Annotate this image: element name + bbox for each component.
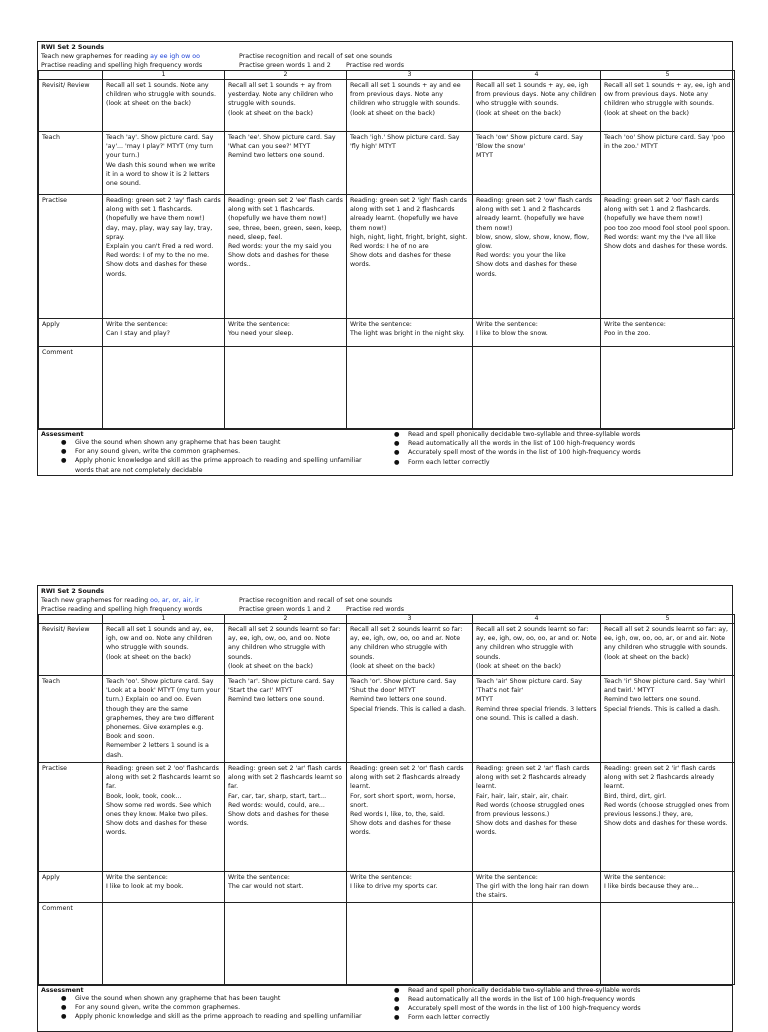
plan-cell: Recall all set 2 sounds learnt so far: ay, ee, igh, ow, oo, and oo. Note any children who struggle with sounds. (look at sheet on the back) bbox=[225, 624, 347, 676]
bullet-icon: ● bbox=[394, 986, 400, 994]
assessment-list-left bbox=[61, 438, 375, 475]
plan-cell bbox=[601, 347, 735, 429]
row-label: Apply bbox=[39, 319, 103, 347]
lesson-plan-2 bbox=[37, 585, 733, 1032]
plan-cell: Write the sentence: The car would not start. bbox=[225, 872, 347, 903]
plan-cell: Reading: green set 2 'oo' flash cards along with set 1 and 2 flashcards. (hopefully we have them now!) poo too zoo mood fool stool pool spoon. Red words: want my the I've all like Show dots and dashes for these words. bbox=[601, 195, 735, 319]
row-label: Apply bbox=[39, 872, 103, 903]
assessment-item: ● Accurately spell most of the words in the list of 100 high-frequency words bbox=[394, 449, 641, 457]
plan-title: RWI Set 2 Sounds bbox=[41, 44, 104, 51]
intro-graphemes: ay ee igh ow oo bbox=[150, 53, 200, 60]
plan-title: RWI Set 2 Sounds bbox=[41, 588, 104, 595]
day-header: 5 bbox=[601, 71, 735, 80]
row-label: Revisit/ Review bbox=[39, 80, 103, 132]
bullet-icon: ● bbox=[394, 449, 400, 457]
plan-row bbox=[39, 902, 735, 984]
objective-recall: Practise recognition and recall of set one sounds bbox=[239, 597, 393, 604]
day-header: 4 bbox=[473, 615, 601, 624]
row-label: Teach bbox=[39, 676, 103, 763]
plan-header bbox=[38, 586, 732, 614]
plan-row bbox=[39, 676, 735, 763]
objective-hfw: Practise reading and spelling high frequency words bbox=[41, 62, 203, 69]
plan-cell: Reading: green set 2 'igh' flash cards along with set 1 and 2 flashcards already learnt. (hopefully we have them now!) high, night, light, fright, bright, sight. Red words: I he of no are Show dots and dashes for these words. bbox=[347, 195, 473, 319]
plan-cell: Teach 'ay'. Show picture card. Say 'ay'... 'may I play?' MTYT (my turn your turn.) We dash this sound when we write it in a word to show it is 2 letters one sound. bbox=[103, 132, 225, 195]
assessment-section bbox=[38, 429, 732, 475]
assessment-item: ● Read automatically all the words in the list of 100 high-frequency words bbox=[394, 995, 635, 1003]
plan-cell: Write the sentence: I like to blow the snow. bbox=[473, 319, 601, 347]
plan-cell: Teach 'air' Show picture card. Say 'That's not fair' MTYT Remind three special friends. 3 letters one sound. This is called a dash. bbox=[473, 676, 601, 763]
assessment-item: ● Give the sound when shown any grapheme that has been taught bbox=[61, 439, 281, 446]
bullet-icon: ● bbox=[394, 995, 400, 1003]
objective-green-words: Practise green words 1 and 2 bbox=[239, 606, 331, 613]
day-header: 1 bbox=[103, 615, 225, 624]
plan-header bbox=[38, 42, 732, 70]
plan-cell bbox=[225, 347, 347, 429]
plan-cell: Reading: green set 2 'ar' flash cards along with set 2 flashcards learnt so far. Far, car, tar, sharp, start, tart... Red words: would, could, are... Show dots and dashes for these words. bbox=[225, 763, 347, 872]
plan-cell: Teach 'or'. Show picture card. Say 'Shut the door' MTYT Remind two letters one sound. Special friends. This is called a dash. bbox=[347, 676, 473, 763]
bullet-icon: ● bbox=[394, 1005, 400, 1013]
assessment-list-right bbox=[394, 986, 728, 1023]
intro-graphemes: oo, ar, or, air, ir bbox=[150, 597, 200, 604]
bullet-icon: ● bbox=[61, 439, 67, 446]
plan-row bbox=[39, 763, 735, 872]
plan-cell: Teach 'ow' Show picture card. Say 'Blow the snow' MTYT bbox=[473, 132, 601, 195]
intro-prefix: Teach new graphemes for reading bbox=[41, 597, 149, 604]
plan-cell: Recall all set 1 sounds + ay and ee from previous days. Note any children who struggle with sounds. (look at sheet on the back) bbox=[347, 80, 473, 132]
bullet-icon: ● bbox=[394, 458, 400, 466]
plan-cell bbox=[225, 902, 347, 984]
bullet-icon: ● bbox=[61, 994, 67, 1002]
plan-cell: Write the sentence: The light was bright in the night sky. bbox=[347, 319, 473, 347]
plan-cell: Teach 'ee'. Show picture card. Say 'What can you see?' MTYT Remind two letters one sound. bbox=[225, 132, 347, 195]
lesson-plan-1 bbox=[37, 41, 733, 476]
row-label: Revisit/ Review bbox=[39, 624, 103, 676]
plan-cell bbox=[473, 902, 601, 984]
plan-cell: Write the sentence: Poo in the zoo. bbox=[601, 319, 735, 347]
assessment-item: ● Apply phonic knowledge and skill as the prime approach to reading and spelling unfamiliar words that are not completely decidable bbox=[61, 457, 362, 474]
day-header-row bbox=[39, 71, 735, 80]
plan-row bbox=[39, 132, 735, 195]
day-header-row bbox=[39, 615, 735, 624]
plan-cell bbox=[103, 902, 225, 984]
plan-cell bbox=[601, 902, 735, 984]
plan-cell: Recall all set 2 sounds learnt so far: ay, ee, igh, ow, oo, oo, ar and or. Note any children who struggle with sounds. (look at sheet on the back) bbox=[473, 624, 601, 676]
plan-cell: Write the sentence: I like birds because they are... bbox=[601, 872, 735, 903]
plan-cell: Reading: green set 2 'ay' flash cards along with set 1 flashcards. (hopefully we have them now!) day, may, play, way say lay, tray, spray. Explain you can't Fred a red word. Red words: I of my to the no me. Show dots and dashes for these words. bbox=[103, 195, 225, 319]
assessment-item: ● Apply phonic knowledge and skill as the prime approach to reading and spelling unfamiliar bbox=[61, 1013, 362, 1021]
assessment-item: ● Give the sound when shown any grapheme that has been taught bbox=[61, 994, 281, 1002]
plan-cell bbox=[347, 347, 473, 429]
plan-cell: Teach 'ir' Show picture card. Say 'whirl and twirl.' MTYT Remind two letters one sound. Special friends. This is called a dash. bbox=[601, 676, 735, 763]
day-header: 3 bbox=[347, 71, 473, 80]
plan-cell: Recall all set 1 sounds + ay from yesterday. Note any children who struggle with sounds. (look at sheet on the back) bbox=[225, 80, 347, 132]
plan-cell: Reading: green set 2 'ir' flash cards along with set 2 flashcards already learnt. Bird, third, dirt, girl. Red words (choose struggled ones from previous lessons.) they, are, Show dots and dashes for these words. bbox=[601, 763, 735, 872]
plan-row bbox=[39, 195, 735, 319]
plan-row bbox=[39, 347, 735, 429]
assessment-list-right bbox=[394, 430, 728, 467]
plan-cell bbox=[103, 347, 225, 429]
assessment-item: ● Read automatically all the words in the list of 100 high-frequency words bbox=[394, 440, 635, 448]
day-header: 3 bbox=[347, 615, 473, 624]
plan-table bbox=[38, 70, 735, 429]
assessment-item: ● Form each letter correctly bbox=[394, 458, 490, 466]
objective-recall: Practise recognition and recall of set one sounds bbox=[239, 53, 393, 60]
plan-cell: Recall all set 2 sounds learnt so far: ay, ee, igh, ow, oo, oo and ar. Note any children who struggle with sounds. (look at sheet on the back) bbox=[347, 624, 473, 676]
assessment-item: ● For any sound given, write the common graphemes. bbox=[61, 448, 241, 456]
plan-cell bbox=[347, 902, 473, 984]
plan-cell: Teach 'oo'. Show picture card. Say 'Look at a book' MTYT (my turn your turn.) Explain oo and oo. Even though they are the same graphemes, they are two different phonemes. Give examples e.g. Book and soon. Remember 2 letters 1 sound is a dash. bbox=[103, 676, 225, 763]
assessment-item: ● For any sound given, write the common graphemes. bbox=[61, 1003, 241, 1011]
bullet-icon: ● bbox=[394, 1014, 400, 1022]
plan-cell: Reading: green set 2 'ee' flash cards along with set 1 flashcards. (hopefully we have them now!) see, three, been, green, seen, keep, need, sleep, feel. Red words: your the my said you Show dots and dashes for these words.. bbox=[225, 195, 347, 319]
intro-prefix: Teach new graphemes for reading bbox=[41, 53, 149, 60]
plan-cell: Write the sentence: Can I stay and play? bbox=[103, 319, 225, 347]
assessment-item: ● Form each letter correctly bbox=[394, 1014, 490, 1022]
plan-cell bbox=[473, 347, 601, 429]
day-header: 1 bbox=[103, 71, 225, 80]
objective-green-words: Practise green words 1 and 2 bbox=[239, 62, 331, 69]
bullet-icon: ● bbox=[61, 1013, 67, 1021]
plan-cell: Reading: green set 2 'or' flash cards along with set 2 flashcards already learnt. For, sort short sport, worn, horse, snort. Red words I, like, to, the, said. Show dots and dashes for these words. bbox=[347, 763, 473, 872]
plan-cell: Recall all set 1 sounds and ay, ee, igh, ow and oo. Note any children who struggle with sounds. (look at sheet on the back) bbox=[103, 624, 225, 676]
plan-cell: Teach 'igh.' Show picture card. Say 'fly high' MTYT bbox=[347, 132, 473, 195]
plan-cell: Teach 'oo' Show picture card. Say 'poo in the zoo.' MTYT bbox=[601, 132, 735, 195]
plan-cell: Recall all set 1 sounds. Note any children who struggle with sounds. (look at sheet on the back) bbox=[103, 80, 225, 132]
plan-cell: Write the sentence: I like to look at my book. bbox=[103, 872, 225, 903]
objective-red-words: Practise red words bbox=[346, 606, 405, 613]
objective-hfw: Practise reading and spelling high frequency words bbox=[41, 606, 203, 613]
bullet-icon: ● bbox=[394, 440, 400, 448]
plan-cell: Reading: green set 2 'oo' flashcards along with set 2 flashcards learnt so far. Book, look, took, cook... Show some red words. See which ones they know. Make two piles. Show dots and dashes for these words. bbox=[103, 763, 225, 872]
bullet-icon: ● bbox=[61, 1003, 67, 1011]
plan-cell: Reading: green set 2 'ow' flash cards along with set 1 and 2 flashcards already learnt. (hopefully we have them now!) blow, snow, slow, show, know, flow, glow. Red words: you your the like Show dots and dashes for these words. bbox=[473, 195, 601, 319]
row-label: Comment bbox=[39, 347, 103, 429]
bullet-icon: ● bbox=[394, 431, 400, 438]
plan-cell: Reading: green set 2 'ar' flash cards along with set 2 flashcards already learnt. Fair, hair, lair, stair, air, chair. Red words (choose struggled ones from previous lessons.) Show dots and dashes for these words. bbox=[473, 763, 601, 872]
assessment-title: Assessment bbox=[41, 431, 84, 438]
assessment-list-left bbox=[61, 994, 375, 1022]
day-header bbox=[39, 71, 103, 80]
row-label: Practise bbox=[39, 195, 103, 319]
assessment-item: ● Accurately spell most of the words in the list of 100 high-frequency words bbox=[394, 1005, 641, 1013]
plan-cell: Recall all set 1 sounds + ay, ee, igh and ow from previous days. Note any children who struggle with sounds. (look at sheet on the back) bbox=[601, 80, 735, 132]
plan-cell: Write the sentence: I like to drive my sports car. bbox=[347, 872, 473, 903]
plan-row bbox=[39, 624, 735, 676]
row-label: Practise bbox=[39, 763, 103, 872]
bullet-icon: ● bbox=[61, 448, 67, 456]
day-header bbox=[39, 615, 103, 624]
row-label: Comment bbox=[39, 902, 103, 984]
day-header: 4 bbox=[473, 71, 601, 80]
row-label: Teach bbox=[39, 132, 103, 195]
plan-cell: Write the sentence: The girl with the long hair ran down the stairs. bbox=[473, 872, 601, 903]
plan-table bbox=[38, 614, 735, 985]
bullet-icon: ● bbox=[61, 457, 67, 465]
assessment-item: ● Read and spell phonically decidable two-syllable and three-syllable words bbox=[394, 986, 641, 994]
plan-row bbox=[39, 80, 735, 132]
day-header: 2 bbox=[225, 615, 347, 624]
plan-cell: Recall all set 1 sounds + ay, ee, igh from previous days. Note any children who struggle with sounds. (look at sheet on the back) bbox=[473, 80, 601, 132]
plan-row bbox=[39, 872, 735, 903]
assessment-title: Assessment bbox=[41, 986, 84, 994]
day-header: 5 bbox=[601, 615, 735, 624]
plan-cell: Teach 'ar'. Show picture card. Say 'Start the car!' MTYT Remind two letters one sound. bbox=[225, 676, 347, 763]
day-header: 2 bbox=[225, 71, 347, 80]
plan-row bbox=[39, 319, 735, 347]
plan-cell: Recall all set 2 sounds learnt so far: ay, ee, igh, ow, oo, oo, ar, or and air. Note any children who struggle with sounds. (look at sheet on the back) bbox=[601, 624, 735, 676]
objective-red-words: Practise red words bbox=[346, 62, 405, 69]
assessment-item: ● Read and spell phonically decidable two-syllable and three-syllable words bbox=[394, 431, 641, 438]
plan-cell: Write the sentence: You need your sleep. bbox=[225, 319, 347, 347]
